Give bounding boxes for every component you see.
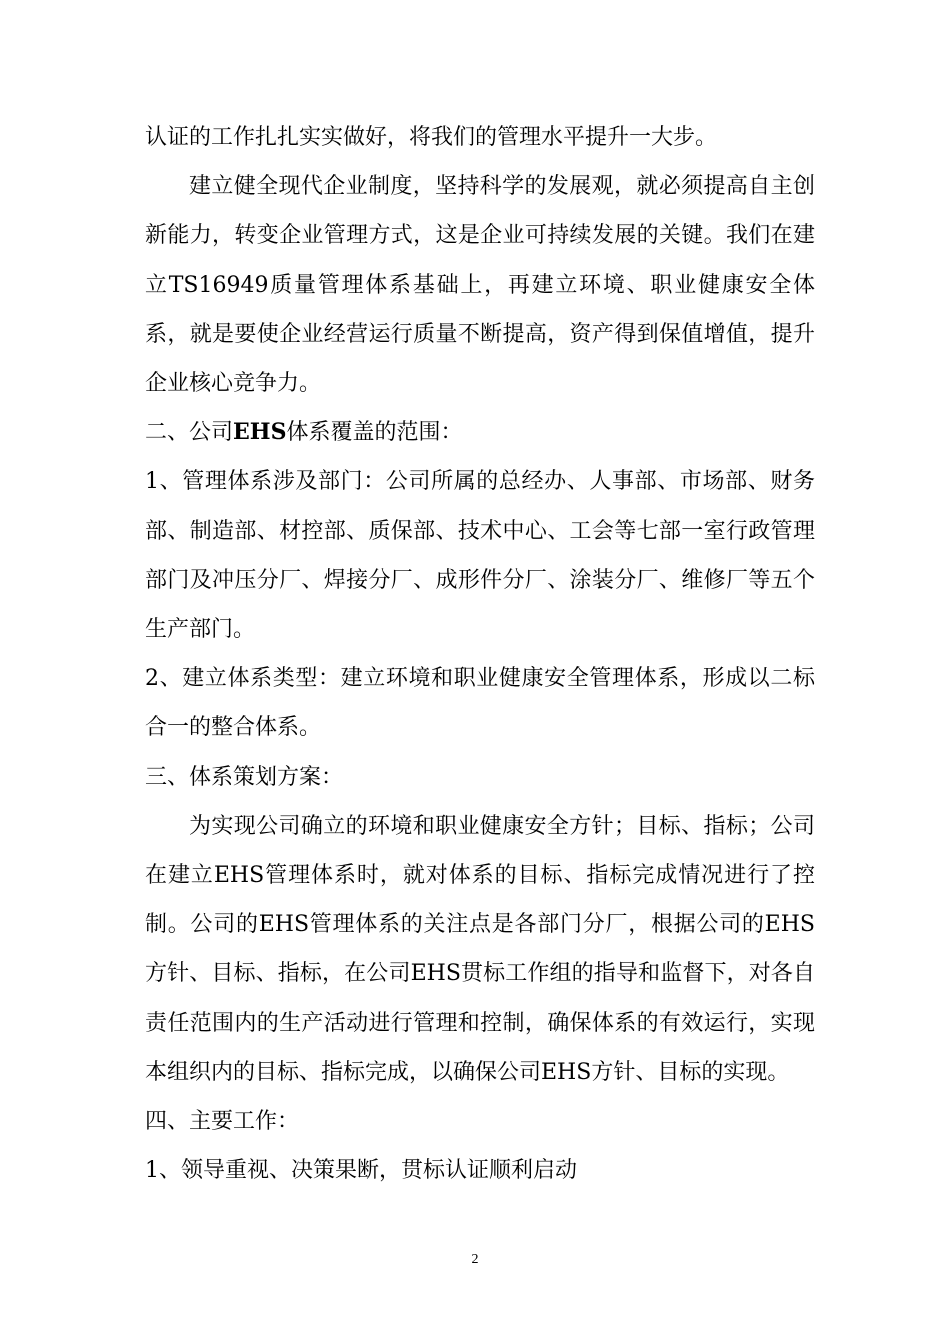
paragraph-system-type: 2、建立体系类型：建立环境和职业健康安全管理体系，形成以二标合一的整合体系。 [145,666,815,741]
section-heading-planning: 三、体系策划方案： [145,764,344,790]
paragraph-enterprise-system: 建立健全现代企业制度，坚持科学的发展观，就必须提高自主创新能力，转变企业管理方式，这是企业可持续发展的关键。我们在建立TS16949质量管理体系基础上，再建立环境、职业健康安全体系，就是要使企业经营运行质量不断提高，资产得到保值增值，提升企业核心竞争力。 [145,174,815,397]
paragraph-departments: 1、管理体系涉及部门：公司所属的总经办、人事部、市场部、财务部、制造部、材控部、质保部、技术中心、工会等七部一室行政管理部门及冲压分厂、焊接分厂、成形件分厂、涂装分厂、维修厂等五个生产部门。 [145,469,815,643]
heading-suffix: 体系覆盖的范围： [286,420,463,446]
section-heading-main-work: 四、主要工作： [145,1109,300,1135]
heading-prefix: 二、公司 [145,420,234,446]
paragraph-continuation: 认证的工作扎扎实实做好，将我们的管理水平提升一大步。 [145,125,718,150]
paragraph-planning-detail: 为实现公司确立的环境和职业健康安全方针；目标、指标；公司在建立EHS管理体系时，就对体系的目标、指标完成情况进行了控制。公司的EHS管理体系的关注点是各部门分厂，根据公司的EHS方针、目标、指标，在公司EHS贯标工作组的指导和监督下，对各自责任范围内的生产活动进行管理和控制，确保体系的有效运行，实现本组织内的目标、指标完成，以确保公司EHS方针、目标的实现。 [145,813,815,1085]
document-body [145,113,815,1195]
heading-bold-ehs: EHS [233,419,287,446]
paragraph-leadership: 1、领导重视、决策果断，贯标认证顺利启动 [145,1158,577,1184]
section-heading-ehs-scope [145,408,815,457]
page-number: 2 [471,1252,479,1267]
